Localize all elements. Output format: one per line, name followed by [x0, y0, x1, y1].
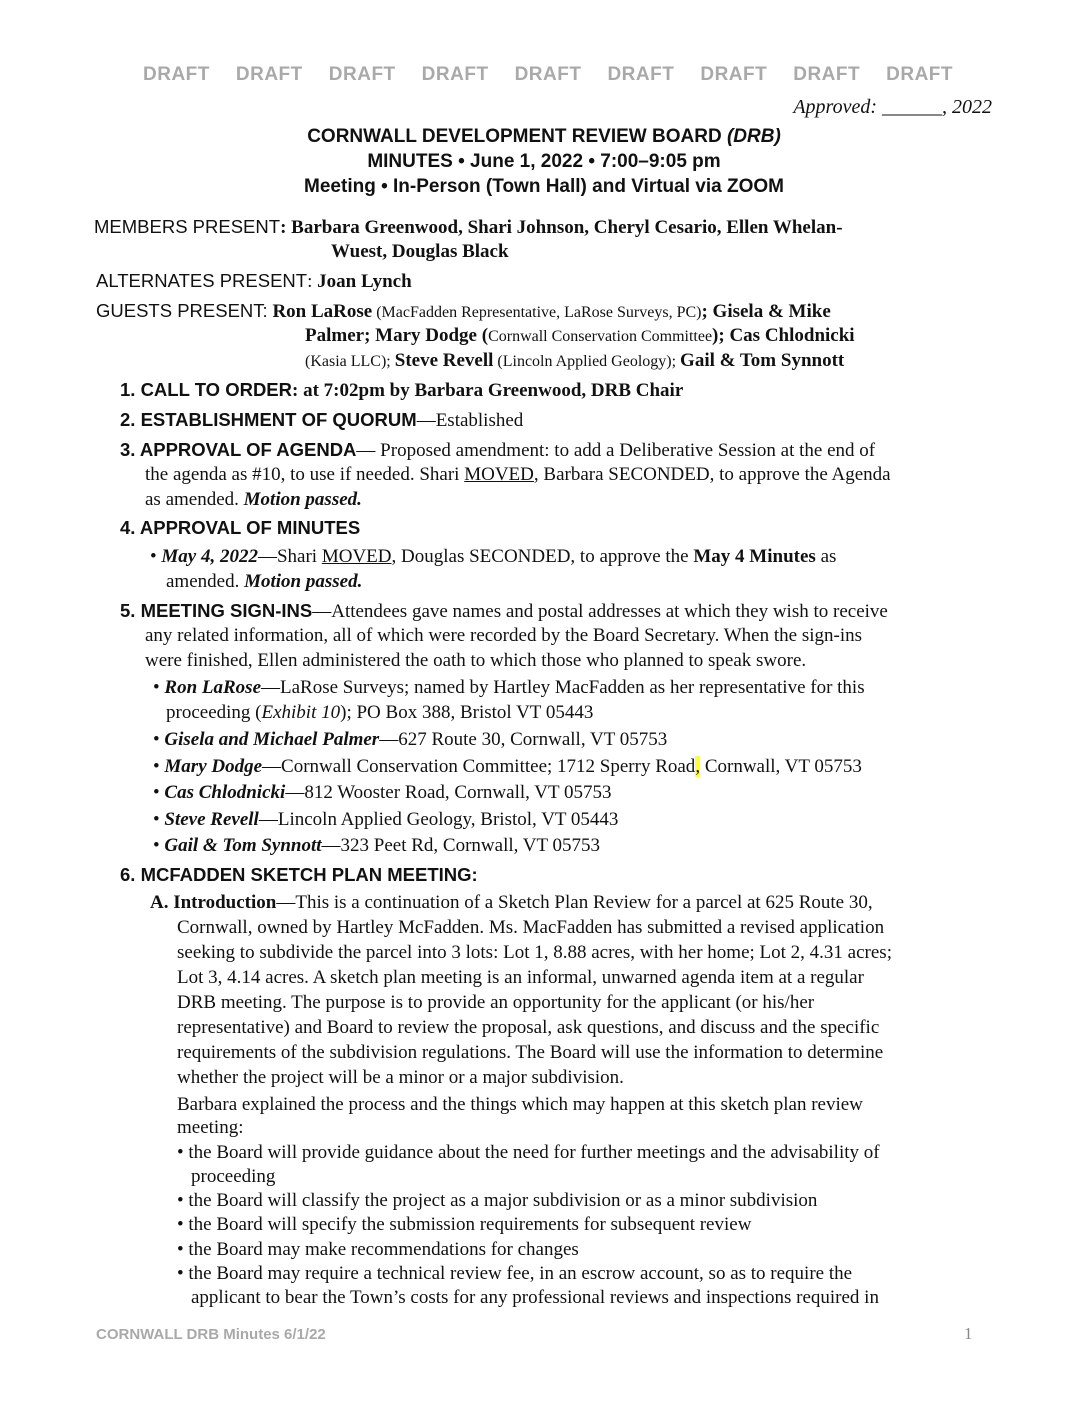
minutes-ref: May 4 Minutes: [693, 546, 816, 567]
introduction-line-6: representative) and Board to review the proposal, ask questions, and discuss and the specific: [177, 1017, 880, 1038]
title-abbrev: (DRB): [726, 126, 781, 147]
attendee-detail: —812 Wooster Road, Cornwall, VT 05753: [285, 782, 612, 803]
process-bullet: • the Board will specify the submission requirements for subsequent review: [177, 1214, 752, 1235]
title-line-2: MINUTES • June 1, 2022 • 7:00–9:05 pm: [367, 151, 721, 172]
draft-mark: DRAFT: [143, 64, 210, 85]
process-bullet-cont: applicant to bear the Town’s costs for any professional reviews and inspections required in: [191, 1287, 879, 1308]
title-line-3: Meeting • In-Person (Town Hall) and Virtual via ZOOM: [304, 176, 784, 197]
motion-result: Motion passed.: [243, 489, 362, 510]
text-run: proceeding (: [166, 702, 262, 723]
draft-mark: DRAFT: [421, 64, 489, 85]
guests-line-3: [305, 349, 844, 374]
footer-title: CORNWALL DRB Minutes 6/1/22: [96, 1326, 326, 1343]
guest-name: Steve Revell: [394, 350, 494, 371]
subsection-label: A. Introduction: [150, 892, 277, 913]
attendee-item: [153, 834, 600, 858]
attendee-item-cont: [166, 701, 593, 725]
guest-name: ); Cas Chlodnicki: [712, 325, 855, 346]
attendee-name: Gisela and Michael Palmer: [164, 729, 380, 750]
bullet-glyph: •: [153, 809, 165, 830]
text-run: ); PO Box 388, Bristol VT 05443: [340, 702, 594, 723]
guests-line-2: [305, 324, 855, 349]
item-sign-ins: [120, 599, 888, 624]
alternates-names: Joan Lynch: [317, 271, 412, 292]
text-run: as amended.: [145, 489, 244, 510]
process-bullet: • the Board may make recommendations for changes: [177, 1239, 579, 1260]
item-sketch-plan: [120, 863, 478, 888]
attendee-detail: —627 Route 30, Cornwall, VT 05753: [379, 729, 668, 750]
draft-mark: DRAFT: [886, 64, 954, 85]
introduction-line-1: [150, 891, 873, 915]
item-heading: 6. MCFADDEN SKETCH PLAN MEETING:: [120, 864, 478, 885]
attendee-item: [153, 808, 618, 832]
text-run: —This is a continuation of a Sketch Plan Review for a parcel at 625 Route 30,: [276, 892, 873, 913]
item-agenda: [120, 438, 875, 463]
attendee-name: Gail & Tom Synnott: [164, 835, 322, 856]
guest-note: (Kasia LLC);: [305, 353, 395, 370]
text-run: , Douglas SECONDED, to approve the: [391, 546, 694, 567]
motion-result: Motion passed.: [244, 571, 363, 592]
bullet-glyph: •: [153, 677, 165, 698]
guest-note: Cornwall Conservation Committee: [488, 328, 713, 345]
moved-text: MOVED: [464, 464, 534, 485]
item-call-to-order: [120, 378, 683, 403]
text-run: the agenda as #10, to use if needed. Shari: [145, 464, 465, 485]
title-board-name: CORNWALL DEVELOPMENT REVIEW BOARD: [307, 126, 727, 147]
guest-name: Ron LaRose: [272, 301, 373, 322]
item-heading: 5. MEETING SIGN-INS: [120, 600, 313, 621]
members-names: Barbara Greenwood, Shari Johnson, Cheryl Cesario, Ellen Whelan-: [291, 217, 843, 238]
attendee-item: [153, 781, 612, 805]
moved-text: MOVED: [321, 546, 392, 567]
guest-name: ; Gisela & Mike: [701, 301, 831, 322]
attendee-item: [153, 676, 865, 700]
alternates-present: ALTERNATES PRESENT: Joan Lynch: [96, 270, 412, 292]
bullet-glyph: •: [153, 835, 165, 856]
attendee-item: [153, 755, 862, 779]
bullet-glyph: •: [153, 782, 165, 803]
draft-mark: DRAFT: [514, 64, 582, 85]
draft-watermark-row: [143, 64, 963, 86]
item-heading: 4. APPROVAL OF MINUTES: [120, 517, 361, 538]
introduction-line-2: Cornwall, owned by Hartley McFadden. Ms. MacFadden has submitted a revised application: [177, 917, 885, 938]
attendee-item: [153, 728, 667, 752]
item-heading: 2. ESTABLISHMENT OF QUORUM: [120, 409, 417, 430]
attendee-name: Steve Revell: [164, 809, 259, 830]
introduction-line-5: DRB meeting. The purpose is to provide an opportunity for the applicant (or his/her: [177, 992, 815, 1013]
guests-present: [96, 299, 831, 325]
attendee-detail: —323 Peet Rd, Cornwall, VT 05753: [321, 835, 601, 856]
agenda-line-2: [145, 463, 891, 487]
process-bullet-cont: proceeding: [191, 1166, 276, 1187]
text-run: —Shari: [257, 546, 322, 567]
minutes-date: May 4, 2022: [161, 546, 258, 567]
guest-note: (Lincoln Applied Geology);: [493, 353, 681, 370]
draft-mark: DRAFT: [235, 64, 303, 85]
members-label: MEMBERS PRESENT: [94, 216, 281, 237]
attendee-detail: —Lincoln Applied Geology, Bristol, VT 05443: [258, 809, 619, 830]
minutes-bullet: [150, 545, 836, 569]
process-line-2: meeting:: [177, 1117, 244, 1138]
bullet-glyph: •: [153, 756, 165, 777]
text-run: , Barbara SECONDED, to approve the Agenda: [533, 464, 891, 485]
bullet-glyph: •: [150, 546, 162, 567]
draft-mark: DRAFT: [607, 64, 675, 85]
attendee-name: Cas Chlodnicki: [164, 782, 286, 803]
item-quorum: [120, 408, 523, 433]
draft-mark: DRAFT: [793, 64, 861, 85]
document-title: [0, 124, 1088, 199]
sign-ins-line-3: were finished, Ellen administered the oath to which those who planned to speak swore.: [145, 650, 807, 671]
highlighted-comma: ,: [695, 756, 701, 777]
introduction-line-7: requirements of the subdivision regulations. The Board will use the information to determine: [177, 1042, 884, 1063]
minutes-bullet-cont: [166, 570, 362, 594]
members-present: MEMBERS PRESENT: Barbara Greenwood, Shari Johnson, Cheryl Cesario, Ellen Whelan-: [94, 216, 843, 238]
title-line-1: [0, 124, 1088, 149]
item-heading: 1. CALL TO ORDER: [120, 379, 293, 400]
sign-ins-line-2: any related information, all of which were recorded by the Board Secretary. When the sign-ins: [145, 625, 862, 646]
attendee-detail: —LaRose Surveys; named by Hartley MacFadden as her representative for this: [261, 677, 865, 698]
introduction-line-3: seeking to subdivide the parcel into 3 lots: Lot 1, 8.88 acres, with her home; Lot 2, 4.31 acres;: [177, 942, 892, 963]
draft-mark: DRAFT: [700, 64, 768, 85]
process-line-1: Barbara explained the process and the things which may happen at this sketch plan review: [177, 1094, 863, 1115]
guests-label: GUESTS PRESENT:: [96, 300, 268, 321]
item-text: — Proposed amendment: to add a Deliberative Session at the end of: [356, 440, 876, 461]
process-bullet: • the Board will classify the project as a major subdivision or as a minor subdivision: [177, 1190, 818, 1211]
guest-name: Palmer; Mary Dodge (: [305, 325, 489, 346]
attendee-name: Ron LaRose: [164, 677, 262, 698]
introduction-line-4: Lot 3, 4.14 acres. A sketch plan meeting is an informal, unwarned agenda item at a regular: [177, 967, 864, 988]
item-text: —Attendees gave names and postal addresses at which they wish to receive: [312, 601, 888, 622]
draft-mark: DRAFT: [328, 64, 396, 85]
item-heading: 3. APPROVAL OF AGENDA: [120, 439, 357, 460]
text-run: as: [815, 546, 837, 567]
attendee-detail: Cornwall, VT 05753: [700, 756, 862, 777]
page-number: 1: [964, 1324, 973, 1343]
attendee-detail: —Cornwall Conservation Committee; 1712 Sperry Road: [262, 756, 696, 777]
text-run: amended.: [166, 571, 245, 592]
members-names-cont: Wuest, Douglas Black: [331, 241, 509, 262]
guest-note: (MacFadden Representative, LaRose Surveys, PC): [372, 304, 702, 321]
guest-name: Gail & Tom Synnott: [680, 350, 845, 371]
process-bullet: • the Board may require a technical review fee, in an escrow account, so as to require the: [177, 1263, 853, 1284]
introduction-line-8: whether the project will be a minor or a major subdivision.: [177, 1067, 624, 1088]
item-text: —Established: [416, 410, 524, 431]
item-minutes: [120, 516, 360, 541]
process-bullet: • the Board will provide guidance about the need for further meetings and the advisability of: [177, 1142, 880, 1163]
exhibit-ref: Exhibit 10: [261, 702, 341, 723]
alternates-label: ALTERNATES PRESENT: [96, 270, 308, 291]
agenda-line-3: [145, 488, 362, 512]
approval-date: Approved: ______, 2022: [793, 96, 992, 118]
bullet-glyph: •: [153, 729, 165, 750]
attendee-name: Mary Dodge: [164, 756, 263, 777]
item-text: : at 7:02pm by Barbara Greenwood, DRB Chair: [292, 380, 684, 401]
